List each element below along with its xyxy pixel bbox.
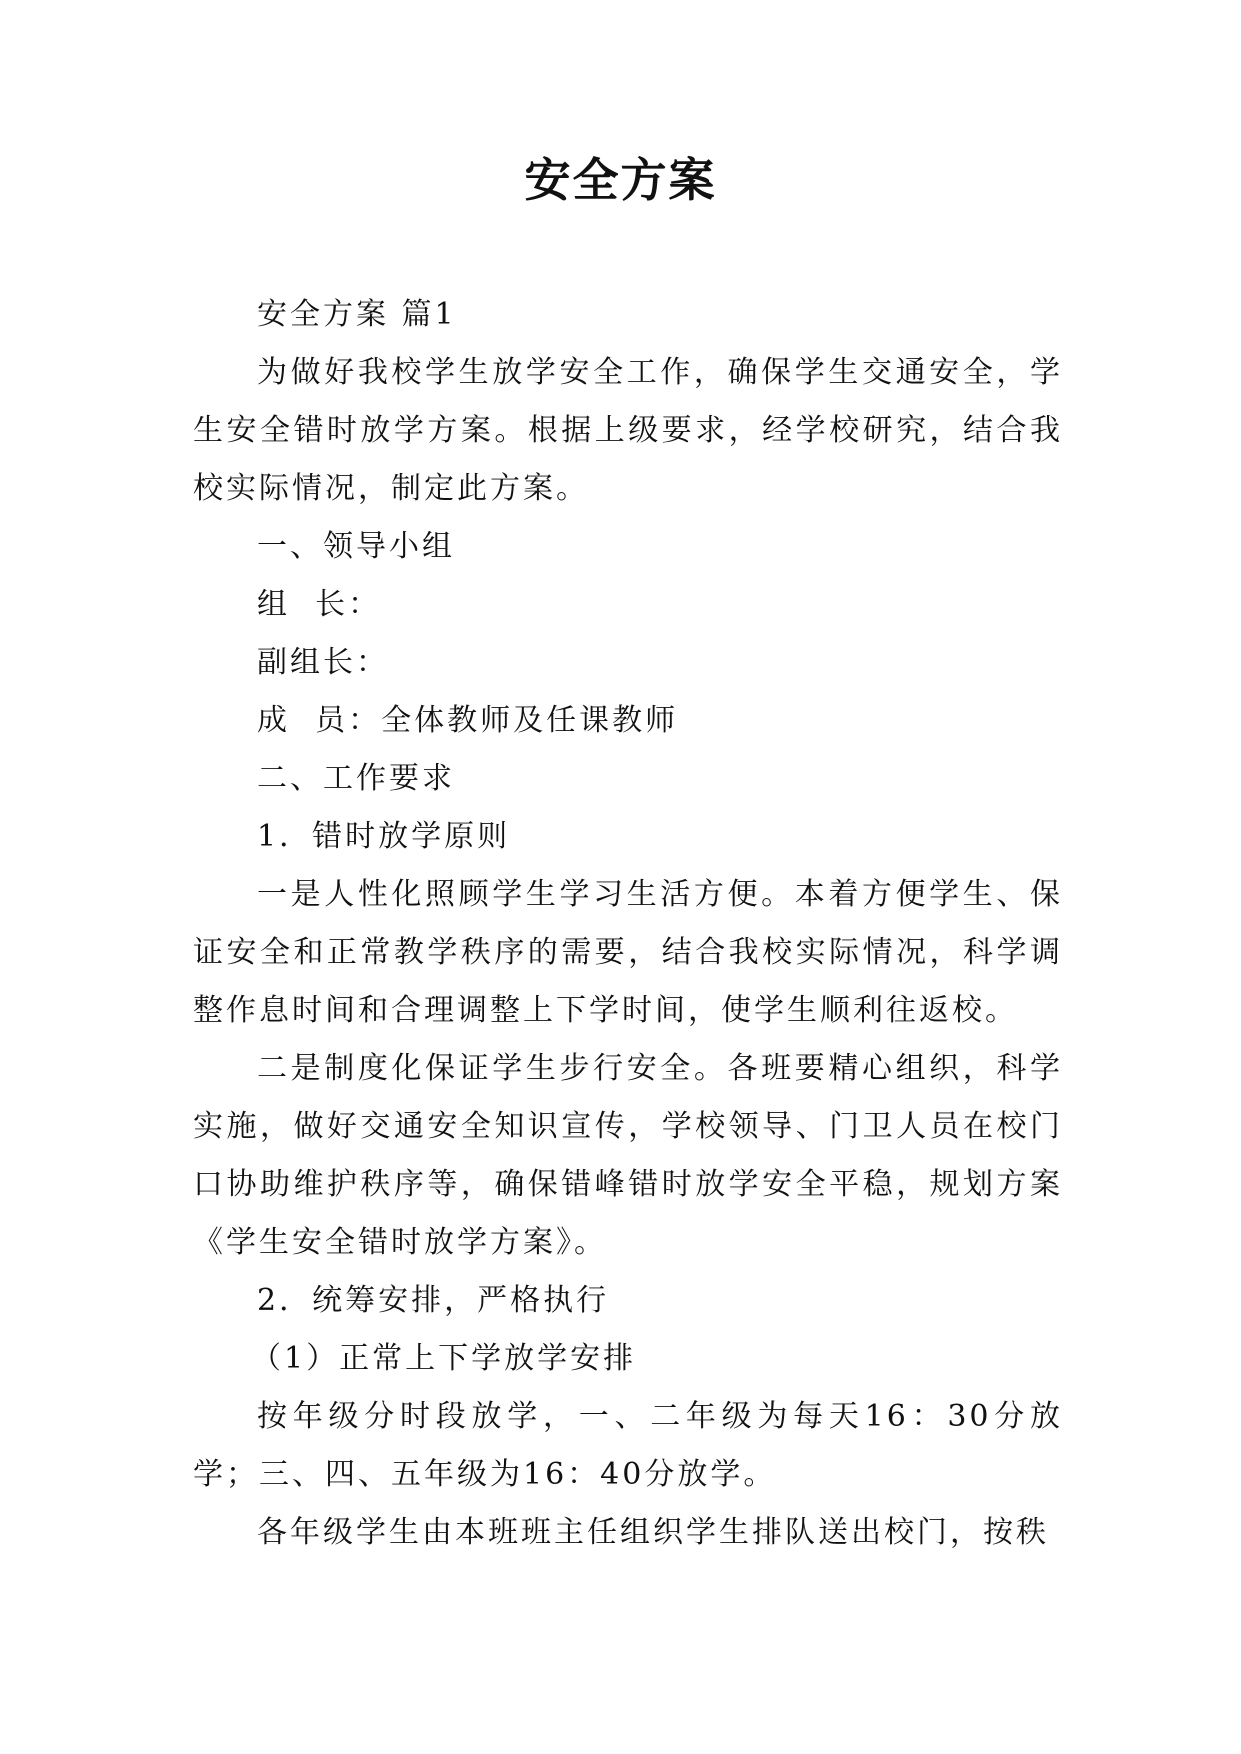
subsection-heading: 2．统筹安排，严格执行 — [257, 1283, 610, 1318]
paragraph: 组 长： — [257, 587, 382, 622]
paragraph: 成 员：全体教师及任课教师 — [257, 703, 679, 738]
paragraph: 为做好我校学生放学安全工作，确保学生交通安全，学生安全错时放学方案。根据上级要求，经学校研究，结合我校实际情况，制定此方案。 — [193, 355, 1063, 506]
subsection-heading: 1．错时放学原则 — [257, 819, 511, 854]
document-body — [193, 286, 1063, 1562]
paragraph: 副组长： — [257, 645, 389, 680]
section-heading: 二、工作要求 — [257, 761, 455, 796]
paragraph: 各年级学生由本班班主任组织学生排队送出校门，按秩 — [257, 1515, 1049, 1550]
section-heading: 安全方案 篇1 — [257, 297, 457, 332]
document-title: 安全方案 — [524, 153, 717, 207]
subsection-heading: （1）正常上下学放学安排 — [251, 1341, 637, 1376]
paragraph: 按年级分时段放学，一、二年级为每天16：30分放学；三、四、五年级为16：40分放学。 — [193, 1399, 1063, 1492]
paragraph: 一是人性化照顾学生学习生活方便。本着方便学生、保证安全和正常教学秩序的需要，结合我校实际情况，科学调整作息时间和合理调整上下学时间，使学生顺利往返校。 — [193, 877, 1063, 1028]
section-heading: 一、领导小组 — [257, 529, 455, 564]
paragraph: 二是制度化保证学生步行安全。各班要精心组织，科学实施，做好交通安全知识宣传，学校领导、门卫人员在校门口协助维护秩序等，确保错峰错时放学安全平稳，规划方案《学生安全错时放学方案》。 — [193, 1051, 1063, 1260]
